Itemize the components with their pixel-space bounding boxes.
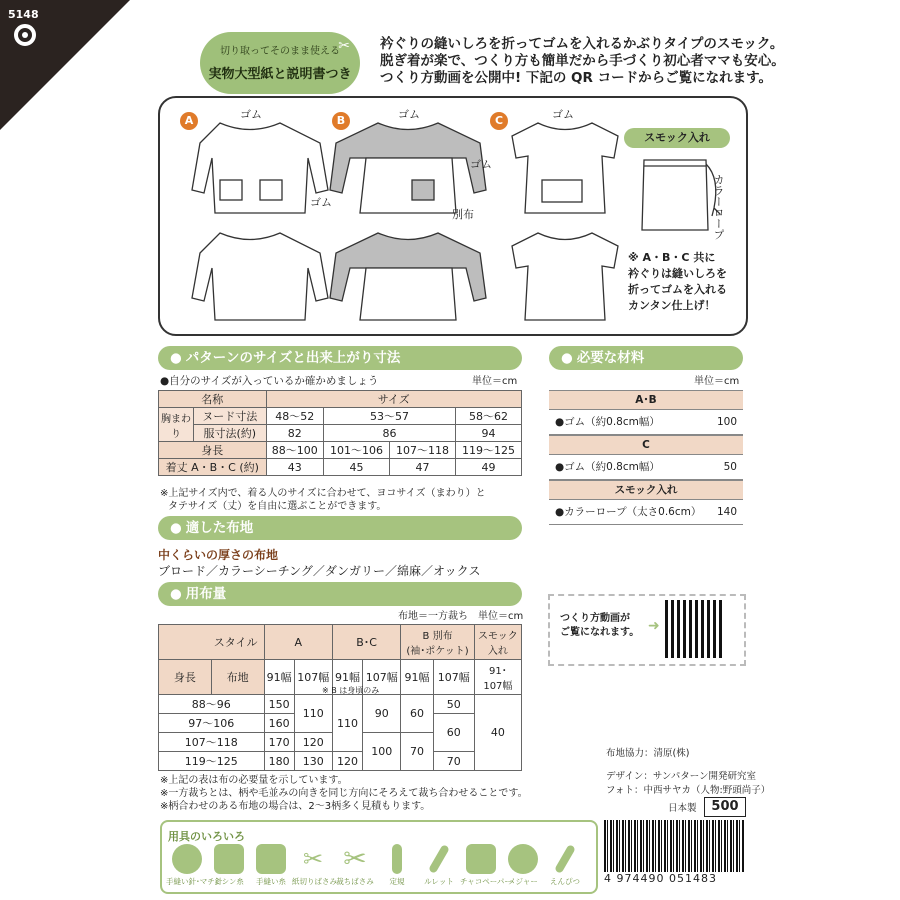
note-line3: 折ってゴムを入れる [628, 283, 727, 296]
tool-ruler: 定規 [376, 844, 418, 887]
bag-value: 40 [474, 695, 521, 771]
height-label: 身長 [159, 442, 267, 459]
yardage-bextra-header: B 別布 (袖･ポケット) [401, 625, 474, 660]
yardage-a-header: A [264, 625, 332, 660]
style-b-label: B [332, 112, 350, 130]
ruler-icon [392, 844, 402, 874]
size-table [158, 390, 522, 476]
fabric-scissors-icon: ✂ [343, 842, 367, 875]
bc91-1: 110 [332, 695, 362, 752]
tool-tape-measure: メジャー [502, 844, 544, 887]
badge-line2: 実物大型紙と説明書つき [208, 67, 352, 82]
illustration-note [628, 250, 727, 314]
made-in-japan: 日本製 [668, 803, 697, 814]
materials-bag-item: ●カラーロープ（太さ0.6cm） [555, 506, 702, 518]
fabric-credit: 布地協力：清原(株) [606, 748, 690, 759]
chalk-paper-icon [466, 844, 496, 874]
yardage-title-text: 用布量 [185, 586, 227, 602]
smock-b-front-icon [330, 123, 486, 213]
bag-width-header: 91･ 107幅 [474, 660, 521, 695]
note-line4: カンタン仕上げ！ [628, 299, 716, 312]
yardage-row-4-height: 119〜125 [159, 752, 265, 771]
yardage-section-title: ● 用布量 [158, 582, 522, 606]
badge-line1: 切り取ってそのまま使える [220, 46, 340, 57]
tool-tracing-wheel: ルレット [418, 844, 460, 887]
price-box: 500 [704, 797, 746, 817]
intro-line1: 衿ぐりの縫いしろを折ってゴムを入れるかぶりタイプのスモック。 [380, 36, 784, 52]
materials-list [549, 390, 743, 525]
smock-bag-title: スモック入れ [624, 128, 730, 148]
tape-measure-icon [508, 844, 538, 874]
tool-hand-thread: 手縫い糸 [250, 844, 292, 887]
be-107-header: 107幅 [433, 660, 474, 695]
materials-bag-header: スモック入れ [549, 480, 743, 500]
size-section-title: ● パターンのサイズと出来上がり寸法 [158, 346, 522, 370]
materials-title-text: 必要な材料 [576, 350, 645, 366]
size-nude-2: 53〜57 [323, 408, 455, 425]
tracing-wheel-icon [428, 844, 450, 874]
garment-label: 服寸法(約) [194, 425, 267, 442]
length-3: 47 [389, 459, 455, 476]
smock-c-front-icon [512, 123, 618, 213]
size-unit: 単位＝cm [472, 376, 518, 387]
qr-code-box [548, 594, 746, 666]
tools-title: 用具のいろいろ [168, 830, 245, 843]
yardage-style-label: スタイル [159, 625, 265, 660]
yardage-row-1-height: 88〜96 [159, 695, 265, 714]
be91-1: 60 [401, 695, 433, 733]
tool-chalk-paper: チャコペーパー [460, 844, 502, 887]
thread-icon [256, 844, 286, 874]
intro-line3: つくり方動画を公開中! 下記の QR コードからご覧になれます。 [380, 70, 773, 86]
yardage-fabric-label: 布地 [211, 660, 264, 695]
bc-107-header: 107幅 [363, 660, 401, 695]
size-garment-1: 82 [266, 425, 323, 442]
brand-logo-icon [14, 24, 36, 46]
intro-line2: 脱ぎ着が楽で、つくり方も簡単だから手づくり初心者ママも安心。 [380, 53, 785, 69]
bc107-2: 100 [363, 733, 401, 771]
be107-2: 60 [433, 714, 474, 752]
color-rope-label: カラーロープ [712, 174, 725, 240]
fabric-title-text: 適した布地 [185, 520, 254, 536]
size-header-size: サイズ [266, 391, 521, 408]
yardage-height-label: 身長 [159, 660, 212, 695]
materials-ab-value: 100 [716, 416, 737, 428]
smock-b-back-icon [330, 233, 486, 320]
size-note-line2: タテサイズ（丈）を自由に選ぶことができます。 [168, 501, 387, 512]
smock-a-back-icon [192, 233, 328, 320]
size-note-line1: ※上記サイズ内で、着る人のサイズに合わせて、ヨコサイズ（まわり）と [160, 488, 486, 499]
qr-caption-line2: ご覧になれます。 [560, 627, 640, 638]
pattern-badge [200, 32, 360, 94]
length-2: 45 [323, 459, 389, 476]
elastic-label-c: ゴム [552, 108, 574, 121]
smock-c-back-icon [512, 233, 618, 320]
pattern-code: 5148 [8, 8, 39, 21]
style-illustrations [158, 96, 748, 336]
height-4: 119〜125 [455, 442, 521, 459]
fabric-section-title: ● 適した布地 [158, 516, 522, 540]
a107-3: 130 [294, 752, 332, 771]
note-line2: 衿ぐりは縫いしろを [628, 267, 727, 280]
size-garment-2: 86 [323, 425, 455, 442]
tool-pins: 手縫い針･マチ針 [166, 844, 208, 887]
tool-paper-scissors: ✂ 紙切りばさみ [292, 845, 337, 886]
a91-2: 160 [264, 714, 294, 733]
be107-3: 70 [433, 752, 474, 771]
style-c-label: C [490, 112, 508, 130]
elastic-label-a-sleeve: ゴム [310, 196, 332, 209]
tool-thread: ミシン糸 [208, 844, 250, 887]
fabric-list: ブロード／カラーシーチング／ダンガリー／綿麻／オックス [158, 564, 481, 578]
yardage-table [158, 624, 522, 771]
b-body-note: ※ B は身頃のみ [322, 686, 380, 695]
scissors-icon: ✂ [338, 38, 350, 54]
tools-panel [160, 820, 598, 894]
a107-1: 110 [294, 695, 332, 733]
smock-bag-icon [642, 160, 720, 230]
yardage-note3: ※柄合わせのある布地の場合は、2〜3柄多く見積もります。 [160, 801, 431, 812]
materials-ab-item: ●ゴム（約0.8cm幅） [555, 416, 660, 428]
pincushion-icon [172, 844, 202, 874]
tool-fabric-scissors: ✂ 裁ちばさみ [336, 842, 374, 886]
bc-91-header: 91幅 [332, 660, 362, 695]
size-note [160, 487, 486, 513]
contrast-fabric-label: 別布 [452, 208, 474, 221]
length-4: 49 [455, 459, 521, 476]
be107-1: 50 [433, 695, 474, 714]
a107-2: 120 [294, 733, 332, 752]
be-91-header: 91幅 [401, 660, 433, 695]
yardage-bc-header: B･C [332, 625, 400, 660]
barcode-icon [604, 820, 744, 872]
photo-credit: フォト：中西サヤカ（人物:野頭尚子） [606, 785, 771, 796]
qr-code-icon[interactable] [665, 600, 723, 658]
intro-text [380, 36, 880, 87]
size-garment-3: 94 [455, 425, 521, 442]
size-check-text: ●自分のサイズが入っているか確かめましょう [160, 375, 379, 387]
materials-c-row [549, 455, 743, 480]
qr-caption [560, 612, 639, 640]
fabric-weight: 中くらいの厚さの布地 [158, 548, 279, 562]
size-nude-3: 58〜62 [455, 408, 521, 425]
height-1: 88〜100 [266, 442, 323, 459]
yardage-notes [160, 774, 528, 813]
a91-1: 150 [264, 695, 294, 714]
a-107-header: 107幅 [294, 660, 332, 695]
elastic-label-b-sleeve: ゴム [470, 158, 492, 171]
bc91-2: 120 [332, 752, 362, 771]
materials-bag-value: 140 [716, 506, 737, 518]
height-2: 101〜106 [323, 442, 389, 459]
yardage-row-2-height: 97〜106 [159, 714, 265, 733]
bc107-1: 90 [363, 695, 401, 733]
nude-label: ヌード寸法 [194, 408, 267, 425]
a91-4: 180 [264, 752, 294, 771]
yardage-unit: 布地＝一方裁ち 単位＝cm [398, 611, 524, 622]
spool-icon [214, 844, 244, 874]
scissors-icon: ✂ [302, 845, 324, 873]
a-91-header: 91幅 [264, 660, 294, 695]
size-nude-1: 48〜52 [266, 408, 323, 425]
smock-a-front-icon [192, 123, 328, 213]
tool-pencil: えんぴつ [544, 844, 586, 887]
yardage-note1: ※上記の表は布の必要量を示しています。 [160, 775, 348, 786]
yardage-row-3-height: 107〜118 [159, 733, 265, 752]
materials-ab-row [549, 410, 743, 435]
materials-unit: 単位＝cm [694, 376, 740, 387]
yardage-note2: ※一方裁ちとは、柄や毛並みの向きを同じ方向にそろえて裁ち合わせることです。 [160, 788, 528, 799]
qr-caption-line1: つくり方動画が [560, 613, 630, 624]
elastic-label-a: ゴム [240, 108, 262, 121]
barcode-number: 4 974490 051483 [604, 872, 717, 885]
design-credit: デザイン：サンパターン開発研究室 [606, 771, 757, 782]
length-1: 43 [266, 459, 323, 476]
style-a-label: A [180, 112, 198, 130]
size-title-text: パターンのサイズと出来上がり寸法 [185, 350, 401, 366]
note-line1: ※ A・B・C 共に [628, 251, 716, 264]
pencil-icon [554, 844, 576, 874]
chest-label: 胸まわり [159, 408, 194, 442]
be91-2: 70 [401, 733, 433, 771]
materials-section-title: ● 必要な材料 [549, 346, 743, 370]
materials-c-header: C [549, 435, 743, 455]
arrow-right-icon: ➜ [648, 618, 660, 634]
a91-3: 170 [264, 733, 294, 752]
materials-c-value: 50 [723, 461, 737, 473]
materials-bag-row [549, 500, 743, 525]
materials-ab-header: A･B [549, 390, 743, 410]
yardage-bag-header: スモック 入れ [474, 625, 521, 660]
materials-c-item: ●ゴム（約0.8cm幅） [555, 461, 660, 473]
length-label: 着丈 A・B・C (約) [159, 459, 267, 476]
elastic-label-b: ゴム [398, 108, 420, 121]
size-header-name: 名称 [159, 391, 267, 408]
height-3: 107〜118 [389, 442, 455, 459]
